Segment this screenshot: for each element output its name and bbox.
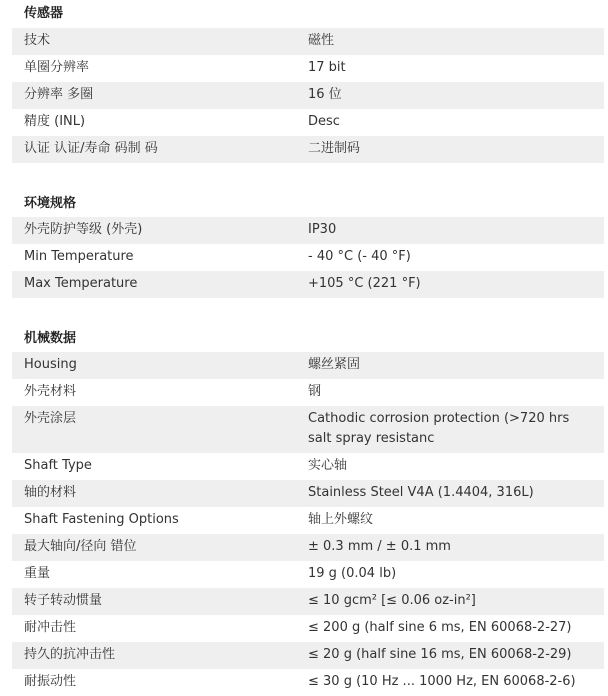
spec-value: ≤ 10 gcm² [≤ 0.06 oz-in²] — [308, 593, 476, 608]
spec-row-min-temperature — [12, 244, 604, 271]
spec-value: - 40 °C (- 40 °F) — [308, 249, 411, 264]
spec-value: +105 °C (221 °F) — [308, 276, 421, 291]
spec-value: ≤ 30 g (10 Hz ... 1000 Hz, EN 60068-2-6) — [308, 674, 576, 689]
spec-value: 17 bit — [308, 60, 346, 75]
spec-label: 精度 (INL) — [24, 114, 86, 129]
spec-row-shaft-material — [12, 480, 604, 507]
spec-value: ≤ 20 g (half sine 16 ms, EN 60068-2-29) — [308, 647, 572, 662]
spec-value: 二进制码 — [308, 141, 361, 156]
spec-label: Shaft Type — [24, 458, 92, 473]
section-title-environment: 环境规格 — [24, 196, 77, 211]
spec-label: 耐冲击性 — [24, 620, 77, 635]
spec-label: 重量 — [24, 566, 51, 581]
spec-row-multiturn-resolution — [12, 82, 604, 109]
section-spacer — [12, 163, 604, 190]
spec-value: ± 0.3 mm / ± 0.1 mm — [308, 539, 451, 554]
spec-label: 技术 — [24, 33, 51, 48]
spec-row-rotor-inertia — [12, 588, 604, 615]
section-title-mechanical: 机械数据 — [24, 331, 77, 346]
spec-value: Stainless Steel V4A (1.4404, 316L) — [308, 485, 534, 500]
spec-row-max-temperature — [12, 271, 604, 298]
spec-sheet — [12, 0, 604, 696]
spec-label: 最大轴向/径向 错位 — [24, 539, 137, 554]
spec-label: 持久的抗冲击性 — [24, 647, 116, 662]
spec-value: 螺丝紧固 — [308, 357, 361, 372]
spec-label: 单圈分辨率 — [24, 60, 90, 75]
spec-label: 耐振动性 — [24, 674, 77, 689]
spec-value: 磁性 — [308, 33, 335, 48]
spec-row-protection-class — [12, 217, 604, 244]
spec-row-singleturn-resolution — [12, 55, 604, 82]
spec-value: ≤ 200 g (half sine 6 ms, EN 60068-2-27) — [308, 620, 572, 635]
spec-row-accuracy — [12, 109, 604, 136]
spec-row-permanent-shock — [12, 642, 604, 669]
spec-row-shock-resistance — [12, 615, 604, 642]
spec-value: 实心轴 — [308, 458, 348, 473]
spec-row-housing-material — [12, 379, 604, 406]
spec-value: Cathodic corrosion protection (>720 hrs salt spray resistanc — [308, 411, 570, 446]
spec-value: 19 g (0.04 lb) — [308, 566, 397, 581]
spec-label: Max Temperature — [24, 276, 138, 291]
spec-label: 转子转动惯量 — [24, 593, 103, 608]
spec-row-vibration-resistance — [12, 669, 604, 696]
spec-label: 分辨率 多圈 — [24, 87, 94, 102]
spec-row-housing — [12, 352, 604, 379]
spec-label: Housing — [24, 357, 77, 372]
spec-label: 外壳防护等级 (外壳) — [24, 222, 143, 237]
spec-row-shaft-fastening — [12, 507, 604, 534]
spec-label: Min Temperature — [24, 249, 134, 264]
spec-label: 认证 认证/寿命 码制 码 — [24, 141, 158, 156]
spec-value: Desc — [308, 114, 340, 129]
spec-label: Shaft Fastening Options — [24, 512, 179, 527]
spec-label: 轴的材料 — [24, 485, 77, 500]
spec-row-technology — [12, 28, 604, 55]
spec-row-housing-coating — [12, 406, 604, 453]
section-spacer — [12, 298, 604, 325]
spec-value: 钢 — [308, 384, 322, 399]
spec-row-weight — [12, 561, 604, 588]
spec-value: 16 位 — [308, 87, 342, 102]
spec-row-misalignment — [12, 534, 604, 561]
spec-label: 外壳涂层 — [24, 411, 77, 426]
spec-row-shaft-type — [12, 453, 604, 480]
spec-row-code — [12, 136, 604, 163]
spec-value: IP30 — [308, 222, 337, 237]
spec-value: 轴上外螺纹 — [308, 512, 374, 527]
section-title-sensor: 传感器 — [24, 6, 64, 21]
spec-label: 外壳材料 — [24, 384, 77, 399]
